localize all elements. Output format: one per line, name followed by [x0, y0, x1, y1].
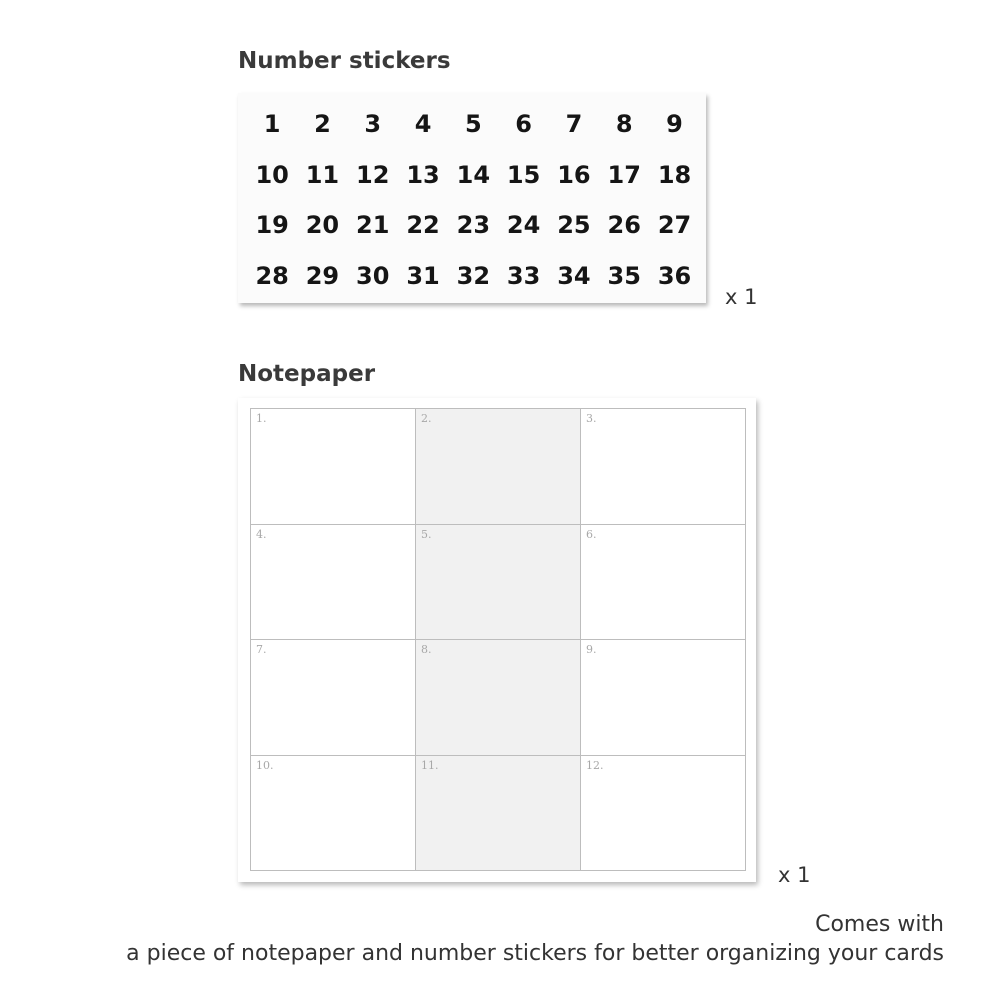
notepaper-cell — [581, 525, 746, 641]
notepaper-cell — [416, 525, 581, 641]
notepaper-cell-number: 11. — [421, 758, 439, 772]
notepaper-cell — [581, 409, 746, 525]
notepaper-cell — [416, 756, 581, 872]
notepaper-cell — [581, 756, 746, 872]
notepaper-cell-number: 6. — [586, 527, 597, 541]
number-sticker: 15 — [506, 160, 541, 189]
number-sticker: 28 — [255, 261, 289, 290]
number-sticker: 6 — [515, 110, 532, 139]
number-sticker: 12 — [356, 160, 390, 189]
notepaper-cell — [251, 756, 416, 872]
number-sticker: 23 — [456, 211, 491, 240]
number-sticker: 21 — [356, 211, 390, 240]
notepaper-cell-number: 7. — [256, 643, 267, 656]
sticker-quantity: x 1 — [725, 285, 758, 309]
number-sticker: 31 — [406, 261, 440, 290]
number-sticker: 5 — [464, 110, 482, 139]
caption-line-2: a piece of notepaper and number stickers for better organizing your cards — [126, 941, 944, 966]
number-sticker: 4 — [414, 110, 432, 139]
notepaper-cell-number: 4. — [256, 527, 267, 541]
number-sticker: 18 — [657, 160, 692, 189]
number-sticker: 26 — [607, 211, 641, 240]
number-sticker: 13 — [406, 160, 440, 189]
number-sticker: 20 — [305, 211, 340, 240]
notepaper-cell-number: 3. — [586, 412, 597, 425]
number-sticker: 36 — [657, 261, 692, 290]
number-sticker-sheet — [238, 93, 706, 303]
notepaper-cell-number: 8. — [421, 643, 432, 656]
number-sticker: 16 — [557, 160, 591, 189]
number-sticker: 22 — [406, 211, 440, 240]
number-sticker: 8 — [615, 110, 633, 139]
number-sticker: 27 — [657, 211, 692, 240]
notepaper-cell-number: 10. — [256, 758, 274, 772]
notepaper-cell — [581, 640, 746, 756]
number-sticker: 14 — [456, 160, 491, 189]
number-sticker: 9 — [666, 110, 683, 139]
notepaper-cell-number: 1. — [256, 412, 267, 425]
notepaper-cell — [416, 409, 581, 525]
notepaper-sheet — [238, 398, 756, 882]
notepaper-cell-number: 5. — [421, 527, 432, 541]
number-sticker: 11 — [305, 160, 340, 189]
number-stickers-title: Number stickers — [238, 48, 451, 74]
number-sticker: 32 — [456, 261, 491, 290]
notepaper-cell-number: 2. — [421, 412, 432, 425]
notepaper-cell — [416, 640, 581, 756]
notepaper-cell-number: 12. — [586, 758, 604, 772]
number-sticker: 29 — [305, 261, 340, 290]
number-sticker: 33 — [506, 261, 541, 290]
notepaper-cell — [251, 640, 416, 756]
number-sticker: 24 — [506, 211, 541, 240]
notepaper-cell — [251, 409, 416, 525]
notepaper-grid — [250, 408, 746, 871]
caption-line-1: Comes with — [815, 912, 944, 937]
notepaper-quantity: x 1 — [778, 863, 811, 887]
sticker-grid — [247, 99, 700, 301]
number-sticker: 3 — [364, 110, 382, 139]
number-sticker: 35 — [607, 261, 641, 290]
notepaper-cell — [251, 525, 416, 641]
number-sticker: 34 — [557, 261, 591, 290]
number-sticker: 7 — [565, 110, 583, 139]
number-sticker: 17 — [607, 160, 641, 189]
number-sticker: 10 — [255, 160, 289, 189]
number-sticker: 25 — [557, 211, 591, 240]
number-sticker: 2 — [314, 110, 331, 139]
number-sticker: 30 — [356, 261, 390, 290]
number-sticker: 19 — [255, 211, 289, 240]
notepaper-cell-number: 9. — [586, 643, 597, 656]
notepaper-title: Notepaper — [238, 361, 376, 387]
number-sticker: 1 — [263, 110, 281, 139]
